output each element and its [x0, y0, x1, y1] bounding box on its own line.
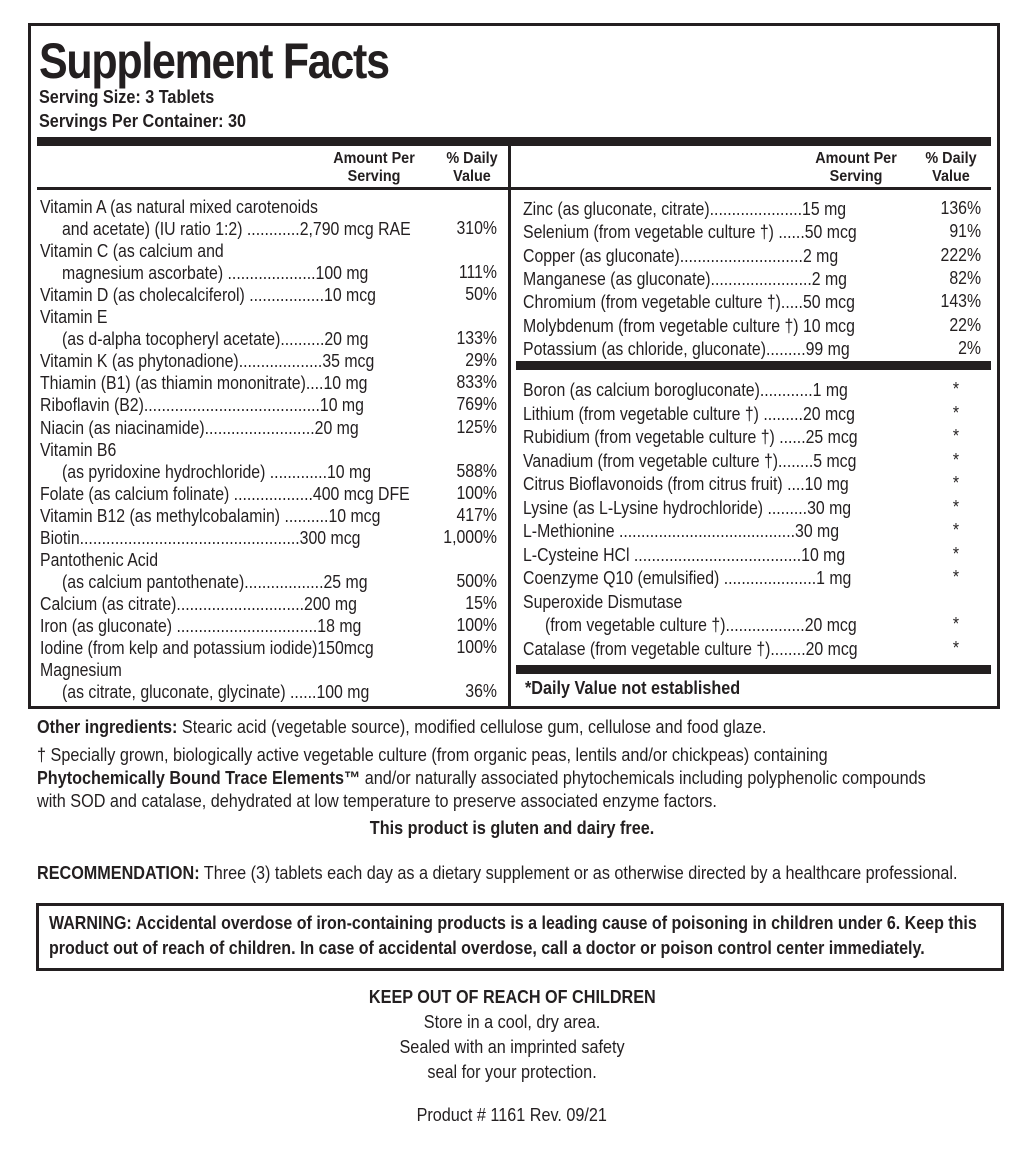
daily-value: 417% [456, 504, 497, 525]
nutrient-label: Catalase (from vegetable culture †)........20 mcg [523, 638, 858, 659]
nutrient-label: Molybdenum (from vegetable culture †) 10 mcg [523, 315, 855, 336]
culture-note-line-1: † Specially grown, biologically active vegetable culture (from organic peas, lentils and/or chickpeas) containing [37, 745, 828, 765]
daily-value: 310% [456, 218, 497, 239]
other-ingredients: Other ingredients: Stearic acid (vegetable source), modified cellulose gum, cellulose and food glaze. [37, 717, 767, 737]
nutrient-label: Lysine (as L-Lysine hydrochloride) .........30 mg [523, 497, 852, 518]
daily-value: 50% [465, 284, 497, 305]
recommendation: RECOMMENDATION: Three (3) tablets each day as a dietary supplement or as otherwise directed by a healthcare professional. [37, 863, 958, 883]
nutrient-label: Folate (as calcium folinate) ..................400 mcg DFE [40, 483, 410, 504]
daily-value: * [952, 473, 959, 493]
nutrient-label: Manganese (as gluconate).......................2 mg [523, 268, 848, 289]
daily-value: 100% [456, 637, 497, 657]
nutrient-label: magnesium ascorbate) ....................100 mg [62, 263, 369, 284]
daily-value: 36% [465, 681, 497, 702]
nutrient-label: Copper (as gluconate)............................2 mg [523, 245, 839, 266]
daily-value: 833% [456, 372, 497, 393]
nutrient-label: Rubidium (from vegetable culture †) ......25 mcg [523, 427, 858, 447]
nutrient-label: Vitamin B12 (as methylcobalamin) ..........10 mcg [40, 505, 381, 526]
nutrient-label: Calcium (as citrate).............................200 mg [40, 593, 357, 614]
right-header-rule [511, 187, 991, 190]
panel-title: Supplement Facts [39, 33, 389, 89]
left-header-dv: % Daily Value [446, 150, 498, 185]
daily-value: 588% [456, 460, 497, 481]
daily-value: 136% [940, 198, 981, 218]
supplement-facts-panel [28, 23, 1000, 709]
serving-size: Serving Size: 3 Tablets [39, 87, 215, 107]
nutrient-label: Vitamin C (as calcium and [40, 241, 224, 262]
nutrient-label: Riboflavin (B2)........................................10 mg [40, 395, 364, 416]
product-number: Product # 1161 Rev. 09/21 [416, 1105, 608, 1125]
daily-value: * [952, 520, 959, 540]
storage-line-3: seal for your protection. [427, 1062, 597, 1082]
storage-line-1: Store in a cool, dry area. [423, 1012, 601, 1032]
top-thick-rule [37, 137, 991, 146]
nutrient-label: Vanadium (from vegetable culture †)........5 mcg [523, 450, 857, 471]
culture-note-line-3: with SOD and catalase, dehydrated at low temperature to preserve associated enzyme factors. [37, 791, 717, 811]
left-header-amount: Amount Per Serving [333, 150, 415, 185]
nutrient-label: Coenzyme Q10 (emulsified) .....................1 mg [523, 568, 852, 588]
nutrient-label: Niacin (as niacinamide).........................20 mg [40, 417, 359, 438]
daily-value: 769% [456, 394, 497, 415]
nutrient-label: Iron (as gluconate) ................................18 mg [40, 615, 362, 636]
daily-value: * [952, 402, 959, 423]
nutrient-label: Zinc (as gluconate, citrate).....................15 mg [523, 199, 847, 219]
servings-per-container: Servings Per Container: 30 [39, 111, 247, 131]
nutrient-label: Pantothenic Acid [40, 549, 159, 570]
daily-value: * [952, 449, 959, 470]
daily-value: 222% [940, 244, 981, 265]
warning-line-2: product out of reach of children. In case of accidental overdose, call a doctor or poison control center immediately. [49, 938, 925, 958]
nutrient-label: Superoxide Dismutase [523, 591, 683, 612]
daily-value: * [952, 637, 959, 658]
culture-note-line-2: Phytochemically Bound Trace Elements™ and/or naturally associated phytochemicals including polyphenolic compounds [37, 768, 926, 788]
column-divider [508, 137, 511, 706]
nutrient-label: Vitamin K (as phytonadione)...................35 mcg [40, 351, 375, 372]
nutrient-label: Iodine (from kelp and potassium iodide)150mcg [40, 638, 374, 658]
storage-line-2: Sealed with an imprinted safety [399, 1037, 625, 1057]
daily-value: 82% [949, 267, 981, 288]
daily-value: 1,000% [443, 526, 497, 547]
nutrient-label: (as d-alpha tocopheryl acetate)..........20 mg [62, 329, 369, 350]
daily-value: * [952, 426, 959, 446]
warning-line-1: WARNING: Accidental overdose of iron-containing products is a leading cause of poisoning in children under 6. Keep this [49, 913, 977, 933]
nutrient-label: (as calcium pantothenate)..................25 mg [62, 571, 368, 592]
daily-value: 91% [949, 221, 981, 242]
daily-value: 22% [949, 314, 981, 335]
daily-value: 100% [456, 614, 497, 635]
left-header-rule [37, 187, 508, 190]
daily-value: 133% [456, 328, 497, 349]
nutrient-label: Lithium (from vegetable culture †) .........20 mcg [523, 403, 855, 424]
nutrient-label: Boron (as calcium borogluconate)............1 mg [523, 380, 848, 400]
nutrient-label: (as citrate, gluconate, glycinate) ......100 mg [62, 682, 370, 703]
daily-value: * [952, 614, 959, 634]
daily-value: * [952, 543, 959, 564]
keep-out-of-reach: KEEP OUT OF REACH OF CHILDREN [368, 987, 656, 1007]
nutrient-label: L-Cysteine HCl ......................................10 mg [523, 544, 846, 565]
nutrient-label: Magnesium [40, 660, 122, 681]
daily-value: 2% [958, 337, 981, 358]
daily-value: * [952, 496, 959, 517]
nutrient-label: L-Methionine ........................................30 mg [523, 521, 840, 541]
nutrient-label: Vitamin E [40, 307, 108, 328]
nutrient-label: Vitamin B6 [40, 439, 117, 460]
nutrient-label: Vitamin D (as cholecalciferol) .................10 mcg [40, 285, 376, 306]
daily-value: 15% [465, 592, 497, 613]
gluten-free-statement: This product is gluten and dairy free. [369, 818, 655, 838]
nutrient-label: (as pyridoxine hydrochloride) .............10 mg [62, 461, 372, 482]
daily-value: 143% [940, 291, 981, 312]
right-middle-thick-rule [516, 361, 991, 370]
right-header-amount: Amount Per Serving [815, 150, 897, 185]
daily-value: * [952, 379, 959, 399]
nutrient-label: Potassium (as chloride, gluconate).........99 mg [523, 338, 850, 359]
nutrient-label: Vitamin A (as natural mixed carotenoids [40, 197, 318, 217]
nutrient-label: Selenium (from vegetable culture †) ......50 mcg [523, 222, 857, 243]
nutrient-label: Biotin..................................................300 mcg [40, 527, 361, 548]
nutrient-label: (from vegetable culture †)..................20 mcg [545, 615, 857, 635]
daily-value: 500% [456, 570, 497, 591]
warning-box [36, 903, 1004, 971]
right-bottom-thick-rule [516, 665, 991, 674]
nutrient-label: Thiamin (B1) (as thiamin mononitrate)....10 mg [40, 373, 368, 394]
nutrient-label: Chromium (from vegetable culture †).....50 mcg [523, 292, 855, 313]
daily-value: * [952, 567, 959, 587]
daily-value: 111% [458, 262, 497, 283]
nutrient-label: Citrus Bioflavonoids (from citrus fruit) ....10 mg [523, 474, 849, 494]
daily-value-note: *Daily Value not established [525, 678, 741, 698]
nutrient-label: and acetate) (IU ratio 1:2) ............2,790 mcg RAE [62, 219, 411, 240]
right-header-dv: % Daily Value [925, 150, 977, 185]
daily-value: 29% [465, 350, 497, 371]
daily-value: 125% [456, 416, 497, 437]
daily-value: 100% [456, 482, 497, 503]
